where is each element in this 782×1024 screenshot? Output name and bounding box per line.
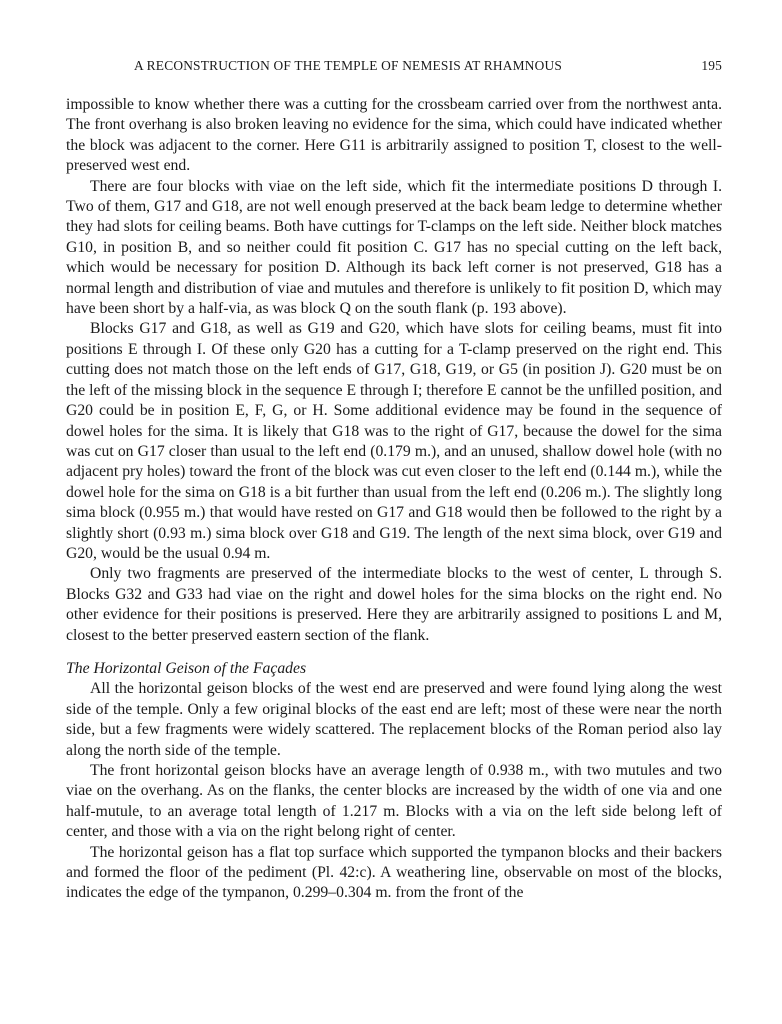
- body-text: [66, 95, 722, 904]
- section-paragraph-2: The front horizontal geison blocks have an average length of 0.938 m., with two mutules and two viae on the overhang. As on the flanks, the center blocks are increased by the width of one via and one half-mutule, to an average total length of 1.217 m. Blocks with a via on the left side belong left of center, and those with a via on the right belong right of center.: [66, 762, 722, 841]
- running-head: [66, 58, 722, 78]
- section-heading: The Horizontal Geison of the Façades: [66, 659, 307, 677]
- paragraph-3: Blocks G17 and G18, as well as G19 and G20, which have slots for ceiling beams, must fit into positions E through I. Of these only G20 has a cutting for a T-clamp preserved on the right end. This cutting does not match those on the left ends of G17, G18, G19, or G5 (in position J). G20 must be on the left of the missing block in the sequence E through I; therefore E cannot be the unfilled position, and G20 could be in position E, F, G, or H. Some additional evidence may be found in the sequence of dowel holes for the sima. It is likely that G18 was to the right of G17, because the dowel for the sima was cut on G17 closer than usual to the left end (0.179 m.), and an unused, shallow dowel hole (with no adjacent pry holes) toward the front of the block was cut even closer to the left end (0.144 m.), while the dowel hole for the sima on G18 is a bit further than usual from the left end (0.206 m.). The slightly long sima block (0.955 m.) that would have rested on G17 and G18 would then be followed to the right by a slightly short (0.93 m.) sima block over G18 and G19. The length of the next sima block, over G19 and G20, would be the usual 0.94 m.: [66, 320, 722, 562]
- paragraph-1: impossible to know whether there was a cutting for the crossbeam carried over from the northwest anta. The front overhang is also broken leaving no evidence for the sima, which could have indicated whether the block was adjacent to the corner. Here G11 is arbitrarily assigned to position T, closest to the well-preserved west end.: [66, 96, 722, 175]
- running-title: A RECONSTRUCTION OF THE TEMPLE OF NEMESIS AT RHAMNOUS: [134, 58, 562, 73]
- section-paragraph-1: All the horizontal geison blocks of the west end are preserved and were found lying along the west side of the temple. Only a few original blocks of the east end are left; most of these were near the north side, but a few fragments were widely scattered. The replacement blocks of the Roman period also lay along the north side of the temple.: [66, 680, 722, 759]
- section-paragraph-3: The horizontal geison has a flat top surface which supported the tympanon blocks and their backers and formed the floor of the pediment (Pl. 42:c). A weathering line, observable on most of the blocks, indicates the edge of the tympanon, 0.299–0.304 m. from the front of the: [66, 843, 722, 902]
- paragraph-2: There are four blocks with viae on the left side, which fit the intermediate positions D through I. Two of them, G17 and G18, are not well enough preserved at the back beam ledge to determine whether they had slots for ceiling beams. Both have cuttings for T-clamps on the left side. Neither block matches G10, in position B, and so neither could fit position C. G17 has no special cutting on the left back, which would be necessary for position D. Although its back left corner is not preserved, G18 has a normal length and distribution of viae and mutules and therefore is unlikely to fit position D, which may have been short by a half-via, as was block Q on the south flank (p. 193 above).: [66, 177, 722, 318]
- paragraph-4: Only two fragments are preserved of the intermediate blocks to the west of center, L through S. Blocks G32 and G33 had viae on the right and dowel holes for the sima blocks on the right end. No other evidence for their positions is preserved. Here they are arbitrarily assigned to positions L and M, closest to the better preserved eastern section of the flank.: [66, 565, 722, 644]
- page-number: 195: [701, 58, 722, 73]
